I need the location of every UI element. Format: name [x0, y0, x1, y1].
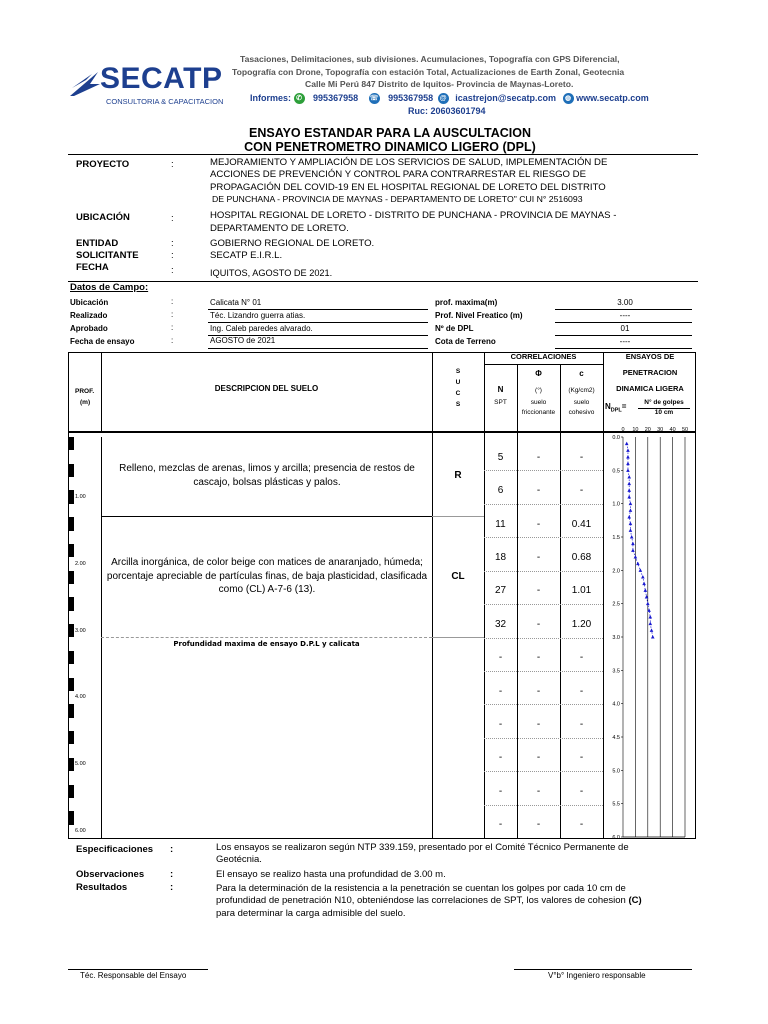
row-n-value: -: [498, 819, 503, 831]
solicitante-value: SECATP E.I.R.L.: [210, 250, 283, 261]
observaciones-label: Observaciones: [76, 869, 145, 880]
depth-scale-segment: [69, 517, 74, 530]
depth-scale-segment: [69, 651, 74, 664]
ubicacion-line-1: HOSPITAL REGIONAL DE LORETO - DISTRITO DE PUNCHANA - PROVINCIA DE MAYNAS -: [210, 210, 617, 221]
col-line: [432, 352, 433, 839]
chart-point: [626, 455, 630, 459]
chart-point: [642, 582, 646, 586]
chart-point: [626, 468, 630, 472]
chart-x-tick-label: 10: [632, 427, 639, 433]
row-c-value: 0.41: [571, 518, 592, 530]
row-n-value: 11: [495, 518, 506, 530]
ndpl-subscript: DPL: [610, 407, 622, 414]
table-header-rule: [68, 431, 696, 433]
colon: :: [171, 336, 174, 345]
row-c-value: -: [579, 685, 584, 697]
colon: :: [171, 159, 174, 170]
c-unit: (Kg/cm2): [568, 387, 595, 394]
row-n-value: 5: [497, 451, 504, 463]
row-n-value: -: [498, 652, 503, 664]
title-rule: [68, 154, 698, 155]
row-n-value: -: [498, 685, 503, 697]
chart-y-tick-label: 0.0: [612, 435, 620, 441]
phi-sub: suelo: [530, 399, 547, 406]
row-c-value: 1.20: [571, 618, 592, 630]
especificaciones-line-1: Los ensayos se realizaron según NTP 339.159, presentado por el Comité Técnico Permanente de: [216, 842, 629, 853]
depth-tick-label: 6.00: [75, 828, 86, 834]
correlaciones-header: CORRELACIONES: [510, 352, 577, 361]
especificaciones-line-2: Geotécnia.: [216, 854, 262, 865]
chart-x-tick-label: 20: [644, 427, 651, 433]
chart-point: [641, 575, 645, 579]
sucs-divider: [432, 637, 484, 638]
chart-point: [631, 542, 635, 546]
dpl-chart: [605, 425, 695, 841]
colon: :: [170, 869, 174, 880]
c-sub: cohesivo: [568, 409, 595, 416]
ensayos-header: ENSAYOS DE: [625, 352, 675, 361]
depth-scale-segment: [69, 664, 74, 677]
chart-x-tick-label: 40: [669, 427, 676, 433]
row-divider: [484, 805, 603, 806]
chart-y-tick-label: 1.5: [612, 535, 620, 541]
colon: :: [170, 882, 174, 893]
depth-scale-segment: [69, 744, 74, 757]
campo-fecha-label: Fecha de ensayo: [70, 337, 135, 346]
prof-max: 3.00: [617, 298, 633, 307]
row-divider: [484, 738, 603, 739]
row-divider: [484, 671, 603, 672]
logo: [68, 62, 233, 112]
row-phi-value: -: [536, 819, 541, 831]
row-phi-value: -: [536, 518, 541, 530]
chart-y-tick-label: 5.5: [612, 801, 620, 808]
fecha-value: IQUITOS, AGOSTO DE 2021.: [210, 268, 333, 278]
proyecto-label: PROYECTO: [76, 159, 130, 170]
resultados-text: profundidad de penetración N10, obteniéndose las correlaciones de SPT, los valores de cohesion: [216, 895, 626, 906]
chart-y-tick-label: 1.0: [612, 501, 620, 508]
row-c-value: -: [579, 752, 584, 764]
row-c-value: -: [579, 451, 584, 463]
phone-2[interactable]: 995367958: [388, 92, 434, 103]
col-desc-header: DESCRIPCION DEL SUELO: [214, 384, 319, 393]
title-line-1: ENSAYO ESTANDAR PARA LA AUSCULTACION: [249, 126, 531, 140]
campo-aprobado: Ing. Caleb paredes alvarado.: [210, 324, 313, 333]
colon: :: [170, 844, 174, 855]
chart-point: [644, 588, 648, 592]
chart-point: [627, 475, 631, 479]
campo-realizado: Téc. Lizandro guerra atias.: [210, 311, 306, 320]
depth-scale-segment: [69, 798, 74, 811]
ensayos-header: PENETRACION: [622, 368, 678, 377]
row-phi-value: -: [536, 719, 541, 731]
strata-divider: [101, 516, 432, 517]
colon: :: [171, 250, 174, 261]
row-c-value: -: [579, 719, 584, 731]
col-line: [517, 365, 518, 839]
ndpl-label: Nº de DPL: [435, 324, 474, 333]
campo-ubicacion: Calicata N° 01: [210, 298, 262, 307]
row-divider: [484, 504, 603, 505]
row-n-value: -: [498, 785, 503, 797]
depth-scale-segment: [69, 544, 74, 557]
depth-scale-segment: [69, 611, 74, 624]
ndpl: 01: [620, 324, 630, 333]
chart-point: [634, 555, 638, 559]
field-underline: [555, 335, 692, 336]
row-n-value: 27: [494, 585, 507, 597]
email-icon: @: [438, 93, 449, 104]
depth-tick-label: 1.00: [75, 493, 86, 500]
c-header: c: [579, 369, 584, 378]
row-phi-value: -: [536, 785, 541, 797]
depth-scale-segment: [69, 704, 74, 717]
colon: :: [171, 265, 174, 276]
depth-scale-segment: [69, 678, 74, 691]
resultados-line-1: Para la determinación de la resistencia a la penetración se cuentan los golpes por cada 10 cm de: [216, 883, 626, 894]
solicitante-label: SOLICITANTE: [76, 250, 139, 261]
campo-realizado-label: Realizado: [70, 311, 108, 320]
entidad-value: GOBIERNO REGIONAL DE LORETO.: [210, 238, 375, 249]
correlaciones-rule: [484, 364, 603, 365]
chart-point: [636, 562, 640, 566]
resultados-line-2: [216, 896, 642, 906]
chart-x-tick-label: 0: [621, 427, 625, 433]
stratum-2-description: Arcilla inorgánica, de color beige con matices de anaranjado, húmeda; porcentaje apreciable de partículas finas, de baja plasticidad, clasificada como (CL) A-7-6 (13).: [106, 557, 428, 595]
phi-sub: friccionante: [521, 409, 556, 416]
campo-aprobado-label: Aprobado: [70, 324, 108, 333]
depth-scale-segment: [69, 557, 74, 570]
stratum-1-description: Relleno, mezclas de arenas, limos y arcilla; presencia de restos de cascajo, bolsas plásticas y palos.: [119, 463, 415, 488]
chart-point: [650, 628, 654, 632]
field-underline: [555, 322, 692, 323]
chart-y-tick-label: 2.0: [612, 568, 620, 575]
chart-x-tick-label: 30: [657, 427, 664, 433]
field-underline: [208, 348, 428, 349]
phi-header: Φ: [535, 369, 542, 378]
contact-row: [250, 93, 649, 104]
stratum-1-sucs: R: [454, 470, 462, 481]
row-phi-value: -: [536, 485, 541, 497]
chart-point: [629, 522, 633, 526]
depth-scale-segment: [69, 477, 74, 490]
row-n-value: -: [498, 752, 503, 764]
row-divider: [484, 771, 603, 772]
depth-scale-segment: [69, 771, 74, 784]
depth-scale-segment: [69, 825, 74, 838]
row-phi-value: -: [536, 451, 541, 463]
chart-y-tick-label: 4.0: [612, 701, 620, 708]
chart-y-tick-label: 3.5: [612, 668, 620, 675]
row-n-value: 18: [494, 551, 507, 563]
signature-right: V°b° Ingeniero responsable: [548, 971, 646, 980]
depth-scale-segment: [69, 571, 74, 584]
entidad-label: ENTIDAD: [76, 238, 119, 249]
depth-tick-label: 2.00: [75, 560, 86, 567]
row-phi-value: -: [536, 551, 541, 563]
resultados-line-3: para determinar la carga admisible del suelo.: [216, 908, 406, 919]
depth-scale-segment: [69, 437, 74, 450]
nivel-freatico-label: Prof. Nivel Freatico (m): [435, 311, 523, 320]
campo-title: Datos de Campo:: [70, 282, 149, 293]
campo-fecha: AGOSTO de 2021: [210, 336, 276, 345]
field-underline: [208, 309, 428, 310]
chart-series-line: [627, 444, 653, 637]
proyecto-line-2: ACCIONES DE PREVENCIÓN Y CONTROL PARA CONTRARRESTAR EL RIESGO DE: [210, 169, 587, 180]
email[interactable]: icastrejon@secatp.com: [455, 92, 557, 103]
ubicacion-label: UBICACIÓN: [76, 212, 130, 223]
row-c-value: -: [579, 652, 584, 664]
row-c-value: -: [579, 485, 584, 497]
col-prof-unit: (m): [80, 399, 91, 406]
sucs-letter: S: [455, 368, 461, 375]
nivel-freatico: ----: [619, 311, 631, 320]
chart-y-tick-label: 3.0: [612, 635, 620, 641]
depth-scale-segment: [69, 718, 74, 731]
signature-left: Téc. Responsable del Ensayo: [80, 971, 187, 980]
fecha-label: FECHA: [76, 262, 109, 273]
colon: :: [171, 213, 174, 224]
colon: :: [171, 297, 174, 306]
test-limit-rule: [101, 637, 432, 638]
chart-point: [629, 528, 633, 532]
row-divider: [484, 604, 603, 605]
chart-point: [630, 535, 634, 539]
cota-label: Cota de Terreno: [435, 337, 496, 346]
chart-y-tick-label: 2.5: [612, 601, 620, 608]
depth-scale-segment: [69, 691, 74, 704]
depth-scale-segment: [69, 811, 74, 824]
observaciones-value: El ensayo se realizo hasta una profundidad de 3.00 m.: [216, 869, 446, 880]
row-c-value: 1.01: [571, 585, 592, 597]
campo-ubicacion-label: Ubicación: [70, 298, 109, 307]
stratum-2-sucs: CL: [451, 571, 465, 582]
ubicacion-line-2: DEPARTAMENTO DE LORETO.: [210, 223, 349, 234]
chart-point: [625, 442, 629, 446]
sucs-letter: C: [455, 390, 461, 397]
col-prof-header: PROF.: [75, 388, 95, 395]
chart-point: [627, 495, 631, 499]
sucs-letter: S: [455, 401, 461, 408]
depth-scale-segment: [69, 785, 74, 798]
depth-scale-segment: [69, 504, 74, 517]
sucs-letter: U: [455, 379, 461, 386]
ensayos-header: DINAMICA LIGERA: [616, 384, 684, 393]
resultados-bold: (C): [628, 895, 642, 906]
row-phi-value: -: [536, 685, 541, 697]
chart-point: [627, 482, 631, 486]
n-header: N: [497, 385, 504, 394]
chart-y-tick-label: 4.5: [612, 735, 620, 741]
sucs-divider: [432, 516, 484, 517]
ndpl-symbol: N: [605, 402, 611, 411]
row-divider: [484, 571, 603, 572]
chart-point: [651, 635, 655, 639]
row-divider: [484, 537, 603, 538]
phone-icon: ☏: [369, 95, 379, 102]
depth-scale-segment: [69, 624, 74, 637]
ruc: Ruc: 20603601794: [408, 106, 486, 116]
chart-y-tick-label: 6.0: [612, 835, 620, 841]
depth-scale-segment: [69, 638, 74, 651]
chart-point: [626, 462, 630, 466]
address: Calle Mi Perú 847 Distrito de Iquitos- Provincia de Maynas-Loreto.: [305, 79, 574, 89]
depth-scale-segment: [69, 597, 74, 610]
proyecto-line-3: PROPAGACIÓN DEL COVID-19 EN EL HOSPITAL REGIONAL DE LORETO DEL DISTRITO: [210, 182, 606, 193]
row-phi-value: -: [536, 585, 541, 597]
row-phi-value: -: [536, 618, 541, 630]
colon: :: [171, 238, 174, 249]
proyecto-line-1: MEJORAMIENTO Y AMPLIACIÓN DE LOS SERVICIOS DE SALUD, IMPLEMENTACIÓN DE: [210, 157, 608, 168]
colon: :: [171, 310, 174, 319]
depth-scale-segment: [69, 531, 74, 544]
proyecto-line-4: DE PUNCHANA - PROVINCIA DE MAYNAS - DEPARTAMENTO DE LORETO" CUI N° 2516093: [212, 194, 583, 204]
signature-line-left: [68, 969, 208, 970]
chart-point: [626, 448, 630, 452]
depth-tick-label: 5.00: [75, 761, 86, 768]
chart-point: [648, 615, 652, 619]
ndpl-axis-label: $N_{DPL}=$: [605, 402, 627, 414]
title-line-2: CON PENETROMETRO DINAMICO LIGERO (DPL): [244, 140, 536, 154]
logo-subtitle: CONSULTORIA & CAPACITACION: [106, 97, 224, 106]
colon: :: [171, 323, 174, 332]
row-phi-value: -: [536, 752, 541, 764]
c-sub: suelo: [573, 399, 590, 406]
logo-text: SECATP: [100, 62, 223, 95]
golpes-unit: 10 cm: [654, 409, 674, 416]
row-divider: [484, 470, 603, 471]
row-divider: [484, 638, 603, 639]
web-icon: ◍: [563, 93, 574, 104]
depth-scale-segment: [69, 450, 74, 463]
whatsapp-icon: ✆: [294, 93, 305, 104]
depth-tick-label: 4.00: [75, 694, 86, 701]
phone-1[interactable]: 995367958: [313, 92, 359, 103]
row-c-value: -: [579, 819, 584, 831]
chart-point: [627, 488, 631, 492]
chart-point: [646, 602, 650, 606]
row-n-value: -: [498, 719, 503, 731]
field-underline: [555, 348, 692, 349]
chart-x-tick-label: 50: [681, 427, 689, 433]
row-n-value: 6: [497, 485, 504, 497]
logo-mark-icon: [68, 66, 102, 100]
signature-line-right: [514, 969, 692, 970]
col-line: [603, 352, 604, 839]
chart-point: [631, 548, 635, 552]
chart-point: [648, 622, 652, 626]
spt-header: SPT: [494, 399, 507, 406]
especificaciones-label: Especificaciones: [76, 844, 154, 855]
end-note: Profundidad maxima de ensayo D.P.L y calicata: [173, 640, 360, 648]
field-underline: [208, 322, 428, 323]
chart-point: [629, 508, 633, 512]
col-line: [560, 365, 561, 839]
row-phi-value: -: [536, 652, 541, 664]
prof-max-label: prof. maxima(m): [435, 298, 498, 307]
depth-scale-segment: [69, 464, 74, 477]
info-rule: [68, 281, 698, 282]
depth-column: [69, 437, 101, 838]
field-underline: [555, 309, 692, 310]
depth-tick-label: 3.00: [75, 627, 86, 634]
chart-y-tick-label: 5.0: [612, 768, 620, 775]
chart-y-tick-label: 0.5: [612, 468, 620, 475]
row-divider: [484, 704, 603, 705]
chart-point: [629, 502, 633, 506]
row-n-value: 32: [494, 618, 507, 630]
services-line-1: Tasaciones, Delimitaciones, sub divisiones. Acumulaciones, Topografía con GPS Diferencial,: [240, 54, 620, 64]
chart-point: [627, 515, 631, 519]
services-line-2: Topografía con Drone, Topografía con estación Total, Actualizaciones de Earth Zonal, Geotecnia: [232, 67, 625, 77]
row-c-value: 0.68: [571, 551, 592, 563]
golpes-label: N° de golpes: [644, 399, 684, 406]
informes-label: Informes:: [250, 92, 292, 103]
depth-scale-segment: [69, 758, 74, 771]
depth-scale-segment: [69, 584, 74, 597]
depth-scale-segment: [69, 731, 74, 744]
resultados-label: Resultados: [76, 882, 128, 893]
row-c-value: -: [579, 785, 584, 797]
depth-scale-segment: [69, 490, 74, 503]
chart-point: [639, 568, 643, 572]
website[interactable]: www.secatp.com: [576, 92, 649, 103]
col-line: [101, 437, 102, 839]
phi-unit: (°): [535, 387, 542, 394]
cota: ----: [619, 337, 631, 346]
